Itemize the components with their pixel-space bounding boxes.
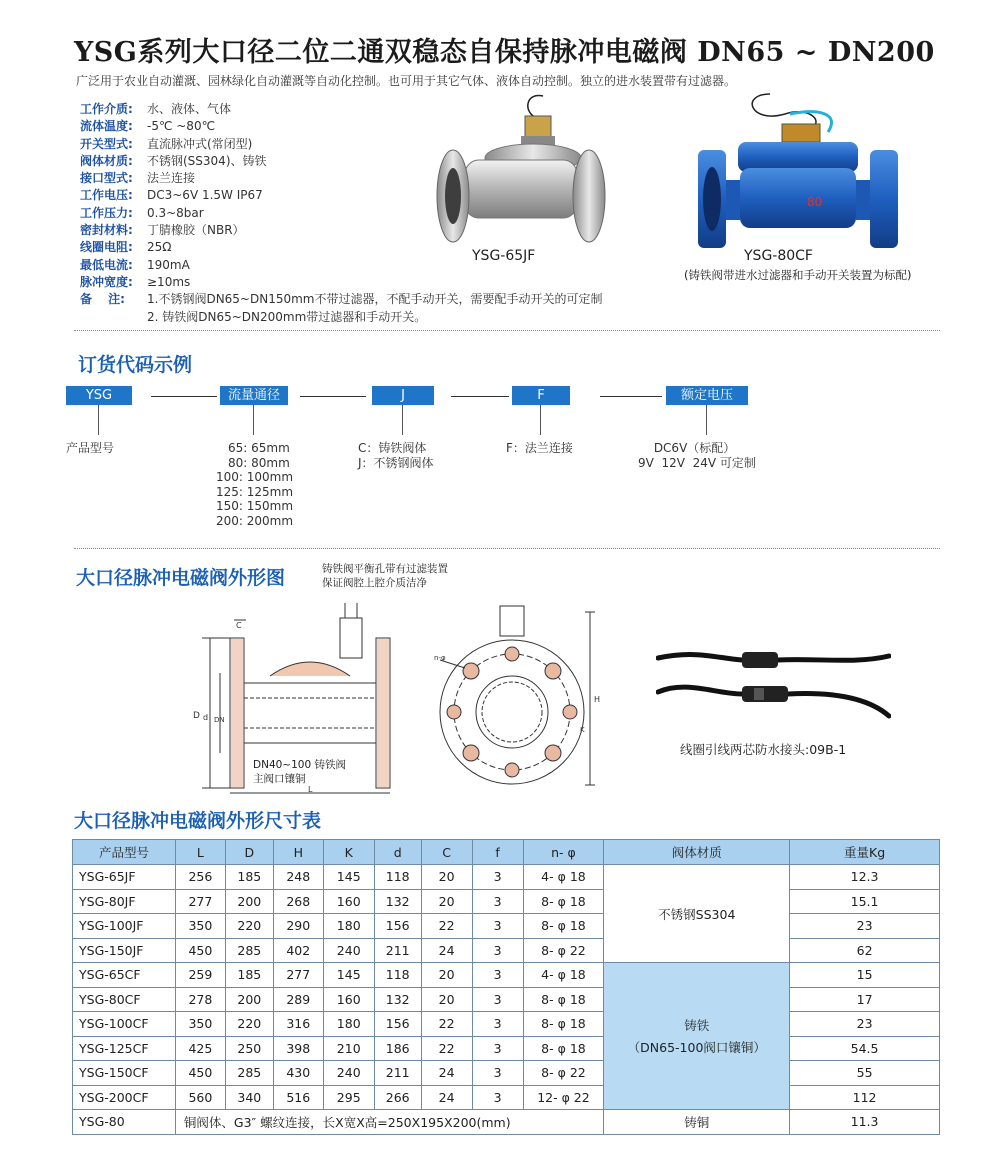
code-box-material: J xyxy=(372,386,434,405)
cell-weight: 15 xyxy=(790,963,940,988)
cell-f: 3 xyxy=(472,938,523,963)
cell-f: 3 xyxy=(472,889,523,914)
code-desc-size: 65: 65mm 80: 80mm 100: 100mm 125: 125mm 150: 150mm 200: 200mm xyxy=(216,441,294,528)
code-box-model: YSG xyxy=(66,386,132,405)
cell-d-big: 185 xyxy=(225,865,273,890)
code-tick xyxy=(540,405,541,435)
spec-value: 丁腈橡胶（NBR） xyxy=(147,223,245,238)
spec-row xyxy=(80,291,603,308)
code-desc-material: C：铸铁阀体 J：不锈钢阀体 xyxy=(358,441,434,470)
cell-d: 132 xyxy=(374,987,421,1012)
cell-l: 450 xyxy=(175,938,225,963)
code-desc-connection: F：法兰连接 xyxy=(506,441,573,455)
cell-k: 295 xyxy=(323,1085,374,1110)
cell-d-big: 285 xyxy=(225,1061,273,1086)
cell-nphi: 8- φ 18 xyxy=(523,914,604,939)
cell-d: 211 xyxy=(374,1061,421,1086)
code-box-size: 流量通径 xyxy=(220,386,288,405)
spec-value: 法兰连接 xyxy=(147,171,196,186)
cell-l: 560 xyxy=(175,1085,225,1110)
spec-value: -5℃ ~80℃ xyxy=(147,119,216,134)
cell-nphi: 8- φ 22 xyxy=(523,1061,604,1086)
order-section-title: 订货代码示例 xyxy=(78,354,193,376)
cell-d: 156 xyxy=(374,1012,421,1037)
page-title: YSG系列大口径二位二通双稳态自保持脉冲电磁阀 DN65 ~ DN200 xyxy=(74,37,935,68)
code-desc-voltage: DC6V（标配） 9V 12V 24V 可定制 xyxy=(638,441,756,470)
cell-weight: 112 xyxy=(790,1085,940,1110)
spec-label: 开关型式: xyxy=(80,136,133,151)
code-connector xyxy=(300,396,366,397)
cell-material-ci xyxy=(604,963,790,1110)
cell-k: 160 xyxy=(323,987,374,1012)
code-box-voltage: 额定电压 xyxy=(666,386,748,405)
table-row xyxy=(73,1085,940,1110)
table-row xyxy=(73,1012,940,1037)
photo2-caption: (铸铁阀带进水过滤器和手动开关装置为标配) xyxy=(684,268,912,282)
cell-description: 铜阀体、G3″ 螺纹连接，长X宽X高=250X195X200(mm) xyxy=(175,1110,604,1135)
cell-f: 3 xyxy=(472,1061,523,1086)
cell-k: 210 xyxy=(323,1036,374,1061)
table-row xyxy=(73,914,940,939)
divider xyxy=(74,548,940,549)
cell-l: 256 xyxy=(175,865,225,890)
spec-note-2: 2. 铸铁阀DN65~DN200mm带过滤器和手动开关。 xyxy=(147,309,427,324)
cell-d-big: 185 xyxy=(225,963,273,988)
cell-model: YSG-80JF xyxy=(73,889,176,914)
table-header-row xyxy=(73,840,940,865)
spec-value: 不锈钢(SS304)、铸铁 xyxy=(147,153,267,168)
cable-label: 线圈引线两芯防水接头:09B-1 xyxy=(680,742,847,757)
code-tick xyxy=(706,405,707,435)
cell-d: 266 xyxy=(374,1085,421,1110)
cell-material-ss: 不锈钢SS304 xyxy=(604,865,790,963)
cell-model: YSG-150CF xyxy=(73,1061,176,1086)
cell-f: 3 xyxy=(472,1036,523,1061)
spec-label: 脉冲宽度: xyxy=(80,274,133,289)
code-tick xyxy=(402,405,403,435)
cell-material: 铸铜 xyxy=(604,1110,790,1135)
cell-c: 20 xyxy=(421,987,472,1012)
cell-h: 316 xyxy=(273,1012,323,1037)
col-header: f xyxy=(472,840,523,865)
table-row xyxy=(73,1036,940,1061)
photo2-label: YSG-80CF xyxy=(744,248,813,264)
cell-k: 160 xyxy=(323,889,374,914)
code-tick xyxy=(253,405,254,435)
cell-weight: 54.5 xyxy=(790,1036,940,1061)
cell-l: 259 xyxy=(175,963,225,988)
cell-c: 22 xyxy=(421,1012,472,1037)
spec-label: 工作压力: xyxy=(80,205,133,220)
cell-d-big: 340 xyxy=(225,1085,273,1110)
spec-label: 流体温度: xyxy=(80,119,133,134)
spec-label: 阀体材质: xyxy=(80,153,133,168)
dim-letter-k: K xyxy=(580,726,585,734)
cell-k: 180 xyxy=(323,914,374,939)
dim-letter-h: H xyxy=(594,695,601,704)
cell-weight: 11.3 xyxy=(790,1110,940,1135)
cell-f: 3 xyxy=(472,987,523,1012)
cell-c: 20 xyxy=(421,865,472,890)
cell-nphi: 4- φ 18 xyxy=(523,865,604,890)
cell-d-big: 220 xyxy=(225,1012,273,1037)
cell-l: 278 xyxy=(175,987,225,1012)
cell-weight: 12.3 xyxy=(790,865,940,890)
col-header: D xyxy=(225,840,273,865)
cell-d: 211 xyxy=(374,938,421,963)
cell-d-big: 200 xyxy=(225,889,273,914)
cell-nphi: 8- φ 22 xyxy=(523,938,604,963)
table-row-last xyxy=(73,1110,940,1135)
spec-label: 接口型式: xyxy=(80,171,133,186)
cell-weight: 23 xyxy=(790,914,940,939)
table-section-title: 大口径脉冲电磁阀外形尺寸表 xyxy=(74,810,322,832)
cell-weight: 55 xyxy=(790,1061,940,1086)
cell-nphi: 8- φ 18 xyxy=(523,1012,604,1037)
cell-d-big: 285 xyxy=(225,938,273,963)
col-header: C xyxy=(421,840,472,865)
spec-value: 1.不锈钢阀DN65~DN150mm不带过滤器，不配手动开关，需要配手动开关的可定制 xyxy=(147,292,603,307)
cell-k: 180 xyxy=(323,1012,374,1037)
photo1-label: YSG-65JF xyxy=(472,248,536,264)
cell-weight: 15.1 xyxy=(790,889,940,914)
stainless-valve-image xyxy=(425,88,615,248)
code-tick xyxy=(98,405,99,435)
cell-c: 24 xyxy=(421,1061,472,1086)
dim-letter-nphi: n-φ xyxy=(434,654,446,662)
flange-front-drawing xyxy=(430,600,610,790)
spec-label: 工作介质: xyxy=(80,102,133,116)
spec-value: ≥10ms xyxy=(147,274,191,289)
cell-h: 430 xyxy=(273,1061,323,1086)
cell-model: YSG-80 xyxy=(73,1110,176,1135)
cell-k: 145 xyxy=(323,865,374,890)
cell-h: 516 xyxy=(273,1085,323,1110)
code-connector xyxy=(151,396,217,397)
cell-c: 22 xyxy=(421,1036,472,1061)
cell-nphi: 8- φ 18 xyxy=(523,1036,604,1061)
col-header: H xyxy=(273,840,323,865)
cell-nphi: 8- φ 18 xyxy=(523,987,604,1012)
code-connector xyxy=(451,396,509,397)
spec-value: 190mA xyxy=(147,257,190,272)
cell-model: YSG-125CF xyxy=(73,1036,176,1061)
drawing-section-title: 大口径脉冲电磁阀外形图 xyxy=(76,567,286,589)
cell-d: 156 xyxy=(374,914,421,939)
cell-h: 398 xyxy=(273,1036,323,1061)
cell-d: 132 xyxy=(374,889,421,914)
cell-h: 289 xyxy=(273,987,323,1012)
dim-letter-dn: DN xyxy=(214,716,225,724)
cell-d: 118 xyxy=(374,963,421,988)
col-header: K xyxy=(323,840,374,865)
spec-label: 备 注: xyxy=(80,292,125,307)
cell-l: 277 xyxy=(175,889,225,914)
code-desc-model: 产品型号 xyxy=(66,441,115,455)
col-header: 产品型号 xyxy=(73,840,176,865)
spec-value: 25Ω xyxy=(147,240,172,255)
cell-nphi: 8- φ 18 xyxy=(523,889,604,914)
drawing-note: 铸铁阀平衡孔带有过滤装置 保证阀腔上腔介质洁净 xyxy=(322,563,448,589)
cell-model: YSG-65JF xyxy=(73,865,176,890)
cell-c: 20 xyxy=(421,889,472,914)
cell-f: 3 xyxy=(472,865,523,890)
spec-label: 最低电流: xyxy=(80,257,133,272)
spec-value: 0.3~8bar xyxy=(147,205,204,220)
dim-letter-c: C xyxy=(236,621,242,630)
cell-model: YSG-100CF xyxy=(73,1012,176,1037)
cell-d-big: 220 xyxy=(225,914,273,939)
cell-h: 268 xyxy=(273,889,323,914)
cell-weight: 23 xyxy=(790,1012,940,1037)
material-ci-line1: 铸铁 xyxy=(684,1018,710,1033)
spec-label: 线圈电阻: xyxy=(80,240,133,255)
divider xyxy=(74,330,940,331)
cell-c: 24 xyxy=(421,938,472,963)
cell-l: 350 xyxy=(175,1012,225,1037)
spec-value: 直流脉冲式(常闭型) xyxy=(147,136,253,151)
dimension-table xyxy=(72,839,940,1135)
cell-d-big: 250 xyxy=(225,1036,273,1061)
cell-model: YSG-100JF xyxy=(73,914,176,939)
intro-text: 广泛用于农业自动灌溉、园林绿化自动灌溉等自动化控制。也可用于其它气体、液体自动控制。独立的进水装置带有过滤器。 xyxy=(76,74,737,88)
cell-f: 3 xyxy=(472,1085,523,1110)
col-header: 重量Kg xyxy=(790,840,940,865)
valve-size-marking: 80 xyxy=(807,195,823,209)
table-row xyxy=(73,1061,940,1086)
cell-f: 3 xyxy=(472,963,523,988)
cell-h: 248 xyxy=(273,865,323,890)
table-row xyxy=(73,938,940,963)
dim-letter-l: L xyxy=(308,785,313,794)
cell-k: 145 xyxy=(323,963,374,988)
cell-model: YSG-200CF xyxy=(73,1085,176,1110)
code-box-connection: F xyxy=(512,386,570,405)
cell-f: 3 xyxy=(472,914,523,939)
drawing-dn-annotation: DN40~100 铸铁阀 主阀口镶铜 xyxy=(253,759,346,785)
dim-letter-d-small: d xyxy=(203,713,209,722)
cell-f: 3 xyxy=(472,1012,523,1037)
col-header: n- φ xyxy=(523,840,604,865)
table-row xyxy=(73,889,940,914)
cell-l: 350 xyxy=(175,914,225,939)
cell-k: 240 xyxy=(323,1061,374,1086)
cell-nphi: 12- φ 22 xyxy=(523,1085,604,1110)
cell-weight: 62 xyxy=(790,938,940,963)
cell-h: 290 xyxy=(273,914,323,939)
cell-l: 425 xyxy=(175,1036,225,1061)
cell-k: 240 xyxy=(323,938,374,963)
cable-connector-image xyxy=(656,636,891,722)
col-header: 阀体材质 xyxy=(604,840,790,865)
cell-weight: 17 xyxy=(790,987,940,1012)
spec-value: 水、液体、气体 xyxy=(147,102,232,116)
material-ci-line2: （DN65-100阀口镶铜） xyxy=(627,1040,766,1055)
cell-d: 186 xyxy=(374,1036,421,1061)
code-connector xyxy=(600,396,662,397)
col-header: L xyxy=(175,840,225,865)
cell-l: 450 xyxy=(175,1061,225,1086)
dim-letter-d-big: D xyxy=(193,711,200,721)
spec-label: 密封材料: xyxy=(80,223,133,238)
spec-row xyxy=(80,274,603,291)
cell-model: YSG-65CF xyxy=(73,963,176,988)
cell-nphi: 4- φ 18 xyxy=(523,963,604,988)
cast-iron-valve-image xyxy=(690,84,920,254)
cell-c: 24 xyxy=(421,1085,472,1110)
cell-c: 22 xyxy=(421,914,472,939)
table-row xyxy=(73,963,940,988)
cell-model: YSG-80CF xyxy=(73,987,176,1012)
col-header: d xyxy=(374,840,421,865)
cell-d-big: 200 xyxy=(225,987,273,1012)
cell-model: YSG-150JF xyxy=(73,938,176,963)
table-row xyxy=(73,987,940,1012)
table-row xyxy=(73,865,940,890)
spec-value: DC3~6V 1.5W IP67 xyxy=(147,188,263,203)
cell-c: 20 xyxy=(421,963,472,988)
cell-d: 118 xyxy=(374,865,421,890)
cell-h: 277 xyxy=(273,963,323,988)
spec-label: 工作电压: xyxy=(80,188,133,203)
cell-h: 402 xyxy=(273,938,323,963)
